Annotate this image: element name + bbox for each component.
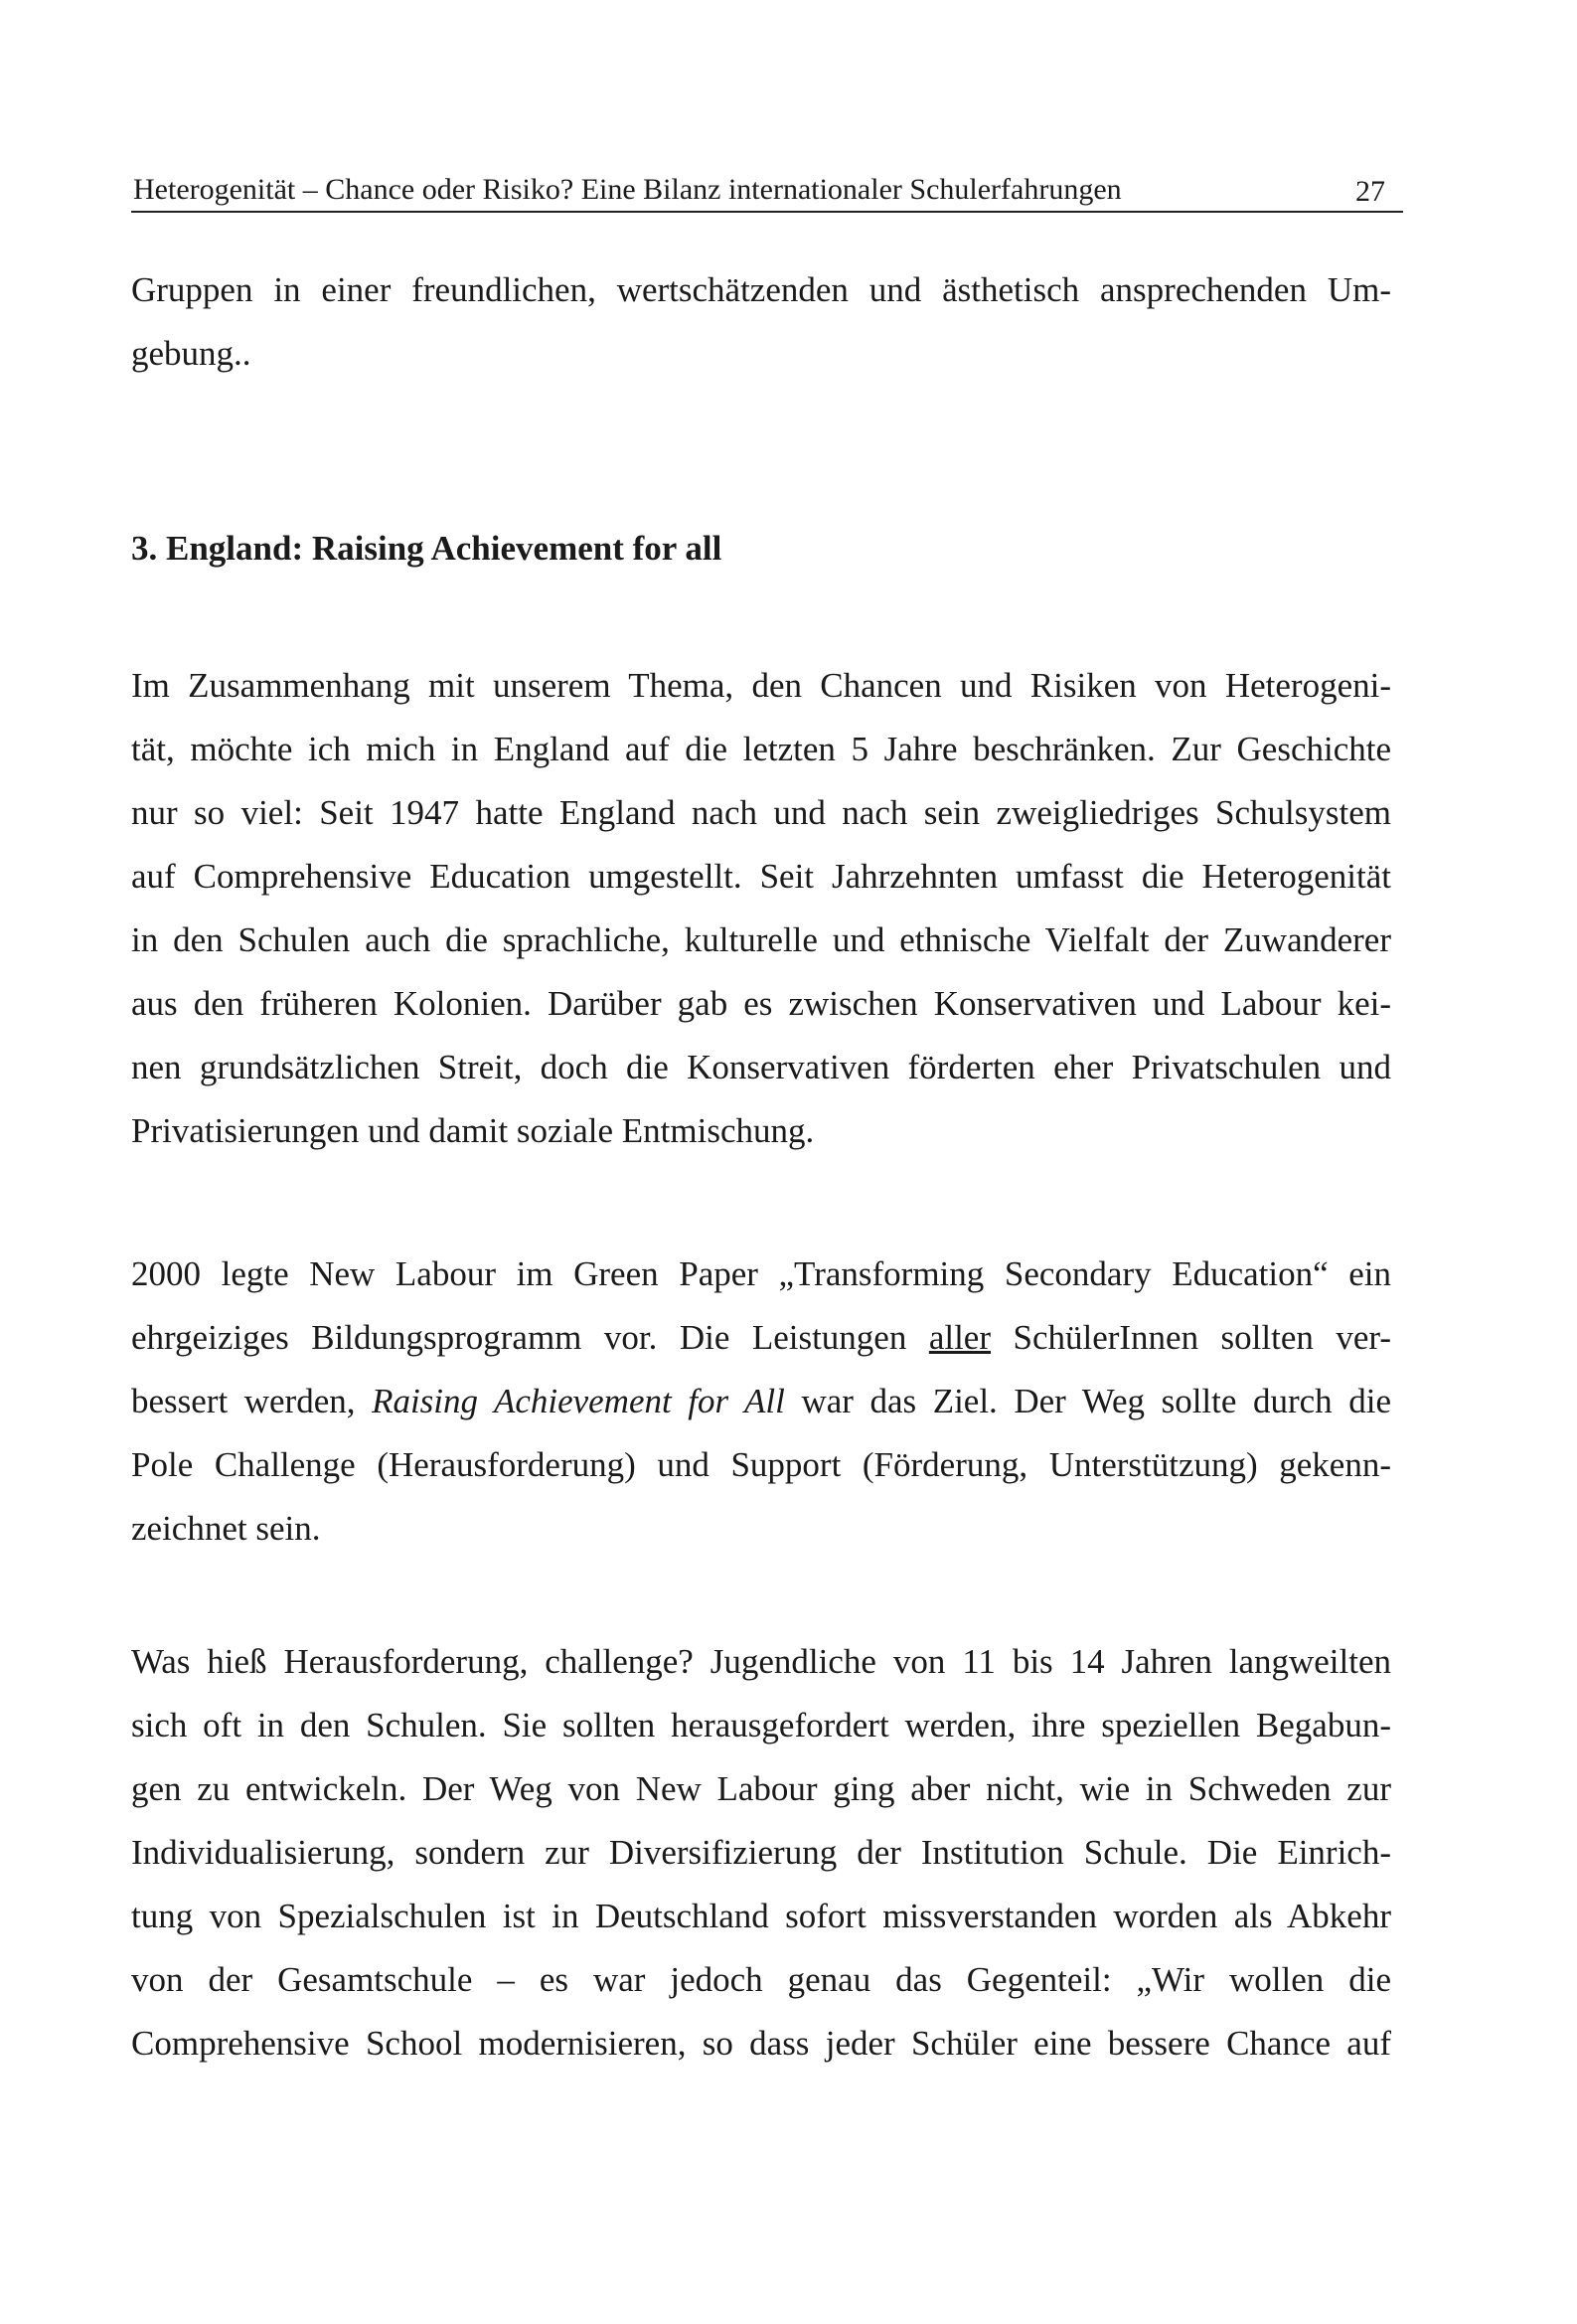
text-line: Pole Challenge (Herausforderung) und Support (Förderung, Unterstützung) gekenn- <box>131 1445 1391 1484</box>
paragraph-england-context <box>131 654 1391 1163</box>
text-line: Comprehensive School modernisieren, so dass jeder Schüler eine bessere Chance auf <box>131 2024 1391 2063</box>
text-line: sich oft in den Schulen. Sie sollten herausgefordert werden, ihre speziellen Begabun- <box>131 1706 1391 1744</box>
text-line: tät, möchte ich mich in England auf die letzten 5 Jahre beschränken. Zur Geschichte <box>131 730 1391 768</box>
text-line: Im Zusammenhang mit unserem Thema, den Chancen und Risiken von Heterogeni- <box>131 666 1391 705</box>
text-line: aus den früheren Kolonien. Darüber gab es zwischen Konservativen und Labour kei- <box>131 984 1391 1023</box>
text-line: Privatisierungen und damit soziale Entmischung. <box>131 1111 815 1150</box>
intro-paragraph <box>131 258 1391 386</box>
text-segment: bessert werden, <box>131 1382 373 1420</box>
text-line: Individualisierung, sondern zur Diversifizierung der Institution Schule. Die Einrich- <box>131 1833 1391 1872</box>
text-line: tung von Spezialschulen ist in Deutschland sofort missverstanden worden als Abkehr <box>131 1897 1391 1935</box>
italic-phrase: Raising Achievement for All <box>372 1382 785 1420</box>
text-line: gebung.. <box>131 334 251 373</box>
section-heading: 3. England: Raising Achievement for all <box>131 529 722 568</box>
text-segment: ehrgeiziges Bildungsprogramm vor. Die Leistungen <box>131 1318 929 1357</box>
text-segment: war das Ziel. Der Weg sollte durch die <box>784 1382 1391 1420</box>
text-line: auf Comprehensive Education umgestellt. Seit Jahrzehnten umfasst die Heterogenität <box>131 857 1391 896</box>
text-line <box>131 1370 1391 1433</box>
text-line: von der Gesamtschule – es war jedoch genau das Gegenteil: „Wir wollen die <box>131 1960 1391 1999</box>
text-line: 2000 legte New Labour im Green Paper „Transforming Secondary Education“ ein <box>131 1254 1391 1293</box>
text-line: zeichnet sein. <box>131 1509 321 1548</box>
paragraph-new-labour <box>131 1243 1391 1561</box>
text-line <box>131 1306 1391 1370</box>
underlined-word: aller <box>928 1318 992 1357</box>
page-number: 27 <box>1355 175 1385 208</box>
text-segment: SchülerInnen sollten ver- <box>991 1318 1391 1357</box>
text-line: gen zu entwickeln. Der Weg von New Labour ging aber nicht, wie in Schweden zur <box>131 1769 1391 1808</box>
running-header <box>131 171 1403 213</box>
header-title: Heterogenität – Chance oder Risiko? Eine Bilanz internationaler Schulerfahrungen <box>133 173 1122 206</box>
text-line: nen grundsätzlichen Streit, doch die Konservativen förderten eher Privatschulen und <box>131 1048 1391 1086</box>
paragraph-challenge <box>131 1630 1391 2075</box>
text-line: Was hieß Herausforderung, challenge? Jugendliche von 11 bis 14 Jahren langweilten <box>131 1642 1391 1681</box>
text-line: nur so viel: Seit 1947 hatte England nach und nach sein zweigliedriges Schulsystem <box>131 793 1391 832</box>
text-line: in den Schulen auch die sprachliche, kulturelle und ethnische Vielfalt der Zuwanderer <box>131 920 1391 959</box>
text-line: Gruppen in einer freundlichen, wertschätzenden und ästhetisch ansprechenden Um- <box>131 270 1391 309</box>
